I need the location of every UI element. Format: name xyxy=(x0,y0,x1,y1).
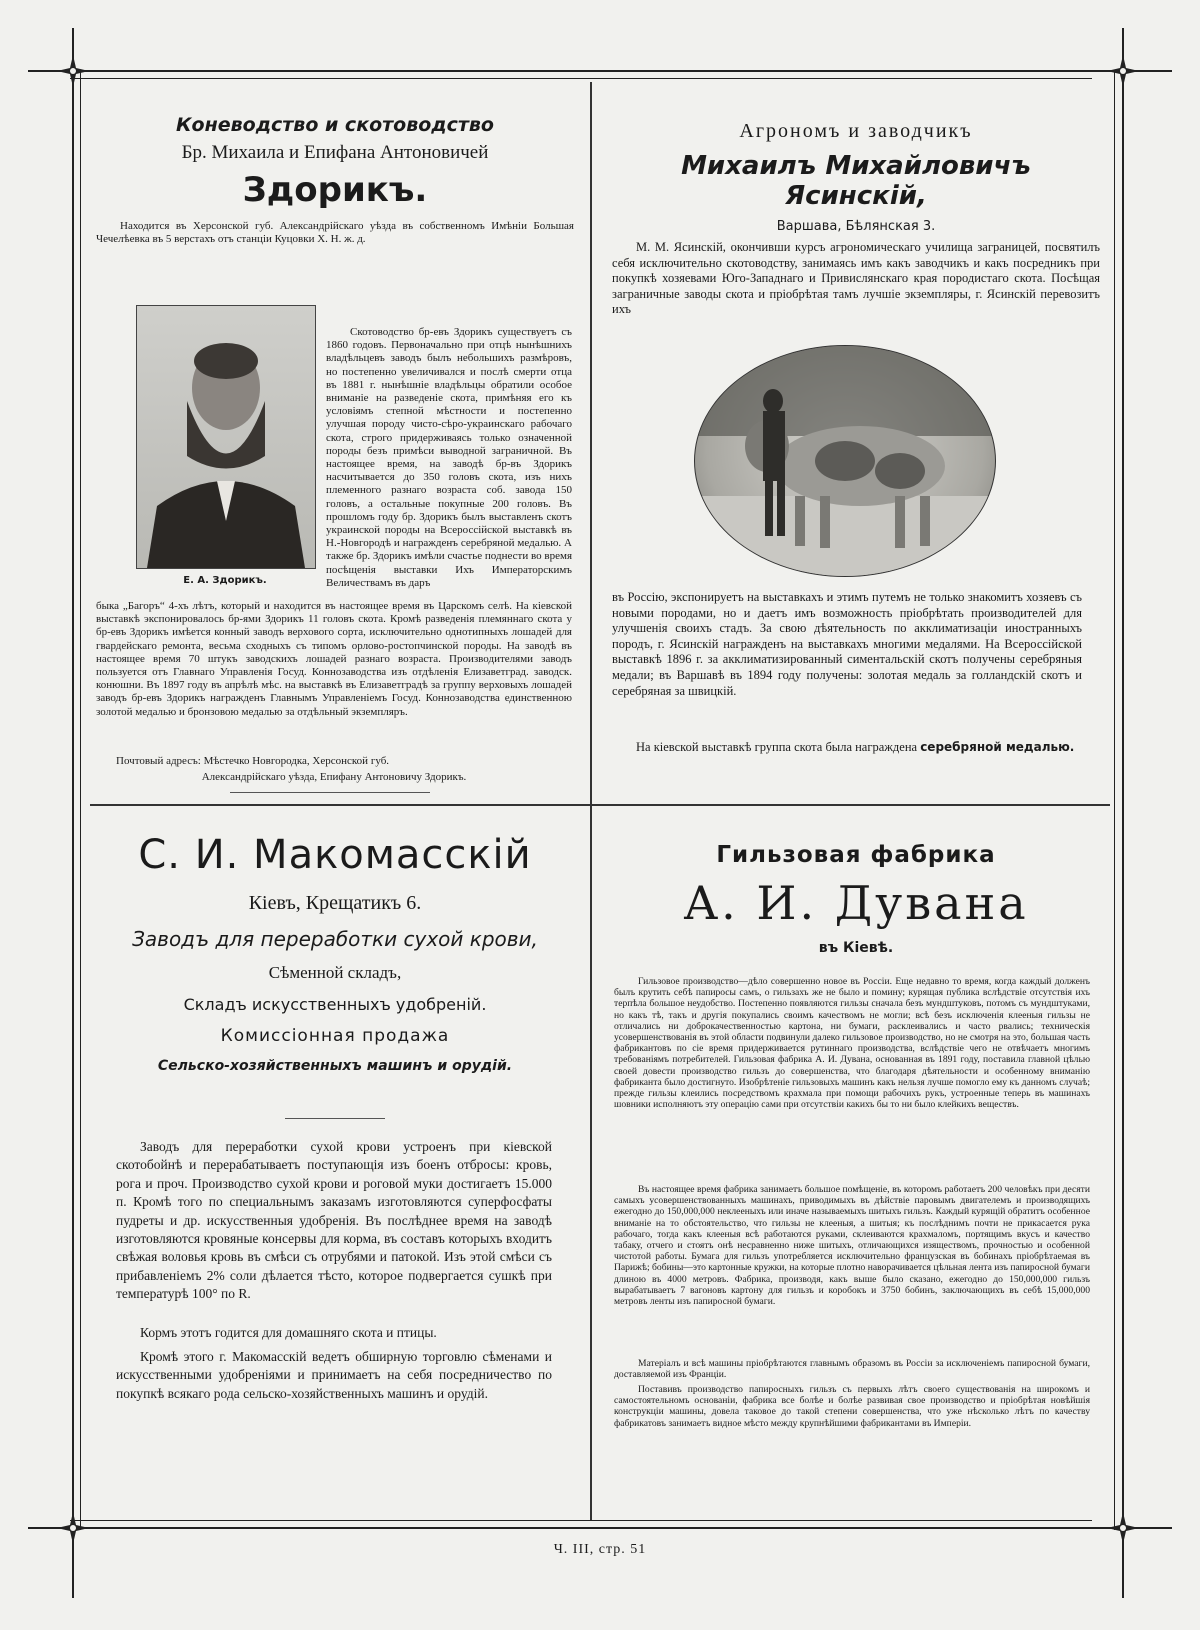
ad-para-2: Кормъ этотъ годится для домашняго скота и птицы. xyxy=(140,1325,437,1340)
column-divider xyxy=(590,82,592,1520)
section-rule xyxy=(230,792,430,793)
ad-title: Коневодство и скотоводство xyxy=(176,114,494,136)
ad-column-text: Скотоводство бр-евъ Здорикъ существуетъ съ 1860 годовъ. Первоначально при отцѣ нынѣшнихъ владѣльцевъ заводъ былъ небольшихъ размѣровъ, но постепенно увеличивался и послѣ смерти отца въ 1881 г. нынѣшніе владѣльцы обратили особое вниманіе на разведеніе скота, примѣняя его къ условіямъ степной мѣстности и постепенно улучшая породу чисто-сѣро-украинскаго рабочаго скота, строго придерживаясь только означенной породы безъ примѣси выводной заграничной. Въ настоящее время, на заводѣ бр-въ Здорикъ насчитывается до 350 головъ скота, изъ нихъ племенного разнаго возраста соб. завода 150 головъ, а остальные покупные 200 головъ. Въ прошломъ году бр. Здорикъ былъ выставленъ скотъ украинской породы на Всероссійской выставкѣ въ Н.-Новгородѣ и награжденъ серебряной медалью. А также бр. Здорикъ имѣли счастье поднести во время посѣщенія выставки Ихъ Императорскимъ Величествамъ въ даръ xyxy=(326,326,572,589)
line-blood-plant: Заводъ для переработки сухой крови, xyxy=(132,927,538,951)
frame-bottom-line xyxy=(28,1527,1172,1529)
ad-address: Варшава, Бѣлянская 3. xyxy=(776,219,936,234)
ad-city: въ Кіевѣ. xyxy=(818,940,894,956)
line-machines: Сельско-хозяйственныхъ машинъ и орудій. xyxy=(157,1058,513,1074)
row-divider xyxy=(90,804,1110,806)
ad-yasinsky xyxy=(606,100,1106,800)
corner-ornament-icon xyxy=(55,1510,91,1546)
bull-icon xyxy=(695,346,995,576)
line-fertilizer: Складъ искусственныхъ удобреній. xyxy=(183,995,487,1014)
ad-zdorik xyxy=(90,100,580,800)
corner-ornament-icon xyxy=(1105,1510,1141,1546)
ad-para-3: Матеріалъ и всѣ машины пріобрѣтаются главнымъ образомъ въ Россіи за исключеніемъ папиросной бумаги, доставляемой изъ Франціи. xyxy=(614,1358,1090,1381)
frame-right-line-inner xyxy=(1114,70,1115,1530)
ad-name-makomassky: С. И. Макомасскій xyxy=(138,832,532,878)
ad-duvan xyxy=(606,820,1106,1520)
ad-name-yasinsky: Михаилъ Михайловичъ Ясинскій, xyxy=(681,151,1031,211)
corner-ornament-icon xyxy=(1105,53,1141,89)
ad-title-agronom: Агрономъ и заводчикъ xyxy=(739,120,973,142)
ad-subtitle: Бр. Михаила и Епифана Антоновичей xyxy=(181,142,489,163)
bull-photo xyxy=(694,345,996,577)
ad-address-kiev: Кіевъ, Крещатикъ 6. xyxy=(248,892,422,914)
ad-address-2: Александрійскаго уѣзда, Епифану Антоновичу Здорикъ. xyxy=(201,771,467,783)
ad-makomassky xyxy=(90,820,580,1520)
ad-title-factory: Гильзовая фабрика xyxy=(716,842,996,868)
portrait-photo xyxy=(136,305,316,569)
medal-text: серебряной медалью. xyxy=(920,740,1075,754)
frame-bottom-line-inner xyxy=(70,1520,1092,1521)
section-rule xyxy=(285,1118,385,1119)
text-3a: На кіевской выставкѣ группа скота была награждена xyxy=(636,740,918,754)
ad-para-1: Заводъ для переработки сухой крови устроенъ при кіевской скотобойнѣ и перерабатываетъ поступающія изъ боенъ отбросы: кровь, рога и проч. Производство сухой крови и роговой муки достигаетъ 15.000 п. Кромѣ того по специальнымъ заказамъ изготовляются суперфосфаты пудреты и др. искусственныя удобренія. Въ послѣднее время на заводѣ изготовляются кровяные консервы для корма, въ составъ которыхъ входитъ свѣжая воловья кровь въ смѣси съ отрубями и патокой. Изъ этой смѣси съ прибавленіемъ 2% соли дѣлается тѣсто, которое подвергается сушкѣ при температурѣ 100° по R. xyxy=(116,1139,552,1302)
ad-para-3: Кромѣ этого г. Макомасскій ведетъ обширную торговлю сѣменами и искусственными удобреніями и принимаетъ на себя посредничество по покупкѣ всякаго рода сельско-хозяйственныхъ машинъ и орудій. xyxy=(116,1349,552,1401)
ad-address-1: Почтовый адресъ: Мѣстечко Новгородка, Херсонской губ. xyxy=(116,755,390,767)
page-number: Ч. III, стр. 51 xyxy=(553,1542,647,1557)
portrait-caption: Е. А. Здорикъ. xyxy=(183,575,267,586)
corner-ornament-icon xyxy=(55,53,91,89)
line-commission: Комиссіонная продажа xyxy=(220,1026,450,1046)
frame-top-line-inner xyxy=(70,78,1092,79)
ad-para-4: Поставивъ производство папиросныхъ гильзъ съ первыхъ лѣтъ своего существованія на широкомъ и самостоятельномъ основаніи, фабрика все болѣе и болѣе развивая свое производство и пріобрѣтая новѣйшія конструкціи машины, довела таковое до такой степени совершенства, что уже нѣсколько лѣтъ по качеству фабрикатовъ занимаетъ видное мѣсто между крупнѣйшими фабрикантами въ Имперіи. xyxy=(614,1384,1090,1429)
ad-name-duvan: А. И. Дувана xyxy=(683,876,1029,930)
man-portrait-icon xyxy=(137,306,315,568)
ad-intro: Находится въ Херсонской губ. Александрійскаго уѣзда въ собственномъ Имѣніи Большая Чечелѣевка въ 5 верстахъ отъ станціи Куцовки Х. Н. ж. д. xyxy=(96,220,574,246)
frame-right-line xyxy=(1122,28,1124,1598)
ad-text-3a xyxy=(612,740,1082,756)
ad-name: Здорикъ. xyxy=(242,170,428,210)
line-seed-store: Сѣменной складъ, xyxy=(268,963,402,982)
ad-full-text: быка „Багоръ“ 4-хъ лѣтъ, который и находится въ настоящее время въ Царскомъ селѣ. На кіевской выставкѣ экспонировалось бр-ями Здорикъ 11 головъ скота. Кромѣ разведенія племяннаго скота у бр-евъ Здорикъ имѣется конный заводъ верхового сорта, исключительно однотипныхъ лошадей для гвардейскаго ремонта, весьма сходныхъ съ типомъ орлово-ростопчинской породы. На заводѣ въ настоящее время 70 штукъ заводскихъ лошадей разнаго возраста. Производителями заводъ пользуется отъ Главнаго Управленія Госуд. Коннозаводства изъ отдѣленія Елизаветград. заводск. конюшни. Въ 1897 году въ апрѣлѣ мѣс. на выставкѣ въ Елизаветградѣ за группу верховыхъ лошадей заводъ бр-евъ Здорикъ награжденъ Главнымъ Управленіемъ Госуд. Коннозаводства единственною золотой медалью и бронзовою медалью за отдѣльный экземпляръ. xyxy=(96,600,572,718)
frame-top-line xyxy=(28,70,1172,72)
frame-left-line xyxy=(72,28,74,1598)
frame-left-line-inner xyxy=(80,70,81,1530)
ad-para-1: Гильзовое производство—дѣло совершенно новое въ Россіи. Еще недавно то время, когда каждый долженъ былъ крутить себѣ папиросы самъ, о гильзахъ же не было и помину; курящая публика вслѣдствіе отсутствія ихъ терпѣла большое неудобство. Постепенно появляются гильзы сначала безъ мундштуковъ, потомъ съ мундштуками, но какъ тѣ, такъ и другія покупались своимъ качествомъ не могли; всѣ безъ исключенія клееныя гильзы не отличались ни доброкачественностью картона, ни бумаги, расклеивались и часто рвались; техническія усовершенствованія въ этой области подвинули далеко гильзовое производство, но не смотря на это, большая часть фабрикантовъ по сіе время придерживается рутиннаго производства, вслѣдствіе чего не отвѣчаетъ многимъ требованіямъ потребителей. Гильзовая фабрика А. И. Дувана, основанная въ 1891 году, поставила главной цѣлью своей довести производство гильзъ до совершенства, что благодаря дѣятельности и особенному вниманію фабриканта было достигнуто. Изобрѣтеніе гильзовыхъ машинъ какъ нельзя лучше помогло ему къ данномъ случаѣ; прежде гильзы клеились посредствомъ крахмала при помощи рабочихъ рукъ, устроенные теперь въ машинахъ шовники исполняютъ эту операцію сами при отсутствіи какихъ бы то ни было клейкихъ веществъ. xyxy=(614,976,1090,1111)
ad-text-1: М. М. Ясинскій, окончивши курсъ агрономическаго училища заграницей, посвятилъ себя исключительно скотоводству, занимаясь имъ какъ заводчикъ и какъ посредникъ при покупкѣ хозяевами Юго-Западнаго и Привислянскаго края породистаго скота. Посѣщая заграничные заводы скота и пріобрѣтая тамъ лучшіе экземпляры, г. Ясинскій перевозитъ ихъ xyxy=(612,240,1100,317)
ad-para-2: Въ настоящее время фабрика занимаетъ большое помѣщеніе, въ которомъ работаетъ 200 человѣкъ при десяти самыхъ усовершенствованныхъ машинахъ, приводимыхъ въ дѣйствіе паровымъ двигателемъ и производящихъ ежегодно до 150,000,000 неклееныхъ или иначе называемыхъ шитыхъ гильзъ. Каждый курящій обратитъ особенное вниманіе на то обстоятельство, что гильзы не клееныя, а шитыя; къ послѣднимъ почти не прикасается рука рабочаго, тогда какъ клееныя всѣ работаются руками, склеиваются крахмаломъ, портящимъ вкусъ и качество табаку, отчего и стоятъ онѣ несравненно ниже шитыхъ, отличающихся изяществомъ, прочностью и особенной чистотой работы. Бумага для гильзъ употребляется исключительно французская въ бобинахъ пріобрѣтаемая въ Парижѣ; бобины—это картонные кружки, на которые плотно наворачивается цѣльная лента изъ папиросной бумаги длиною въ 4000 метровъ. Фабрика, производя, какъ выше было сказано, ежегодно до 150,000,000 гильзъ вырабатываетъ 7 вагоновъ картону для гильзъ и коробокъ и 3750 бобинъ, заключающихъ въ себѣ 15,000,000 метровъ ленты изъ папиросной бумаги. xyxy=(614,1184,1090,1308)
ad-text-2: въ Россію, экспонируетъ на выставкахъ и этимъ путемъ не только знакомитъ хозяевъ съ новыми породами, но и даетъ имъ возможность пріобрѣтать производителей для улучшенія своихъ стадъ. За свою дѣятельность по акклиматизаціи иностранныхъ породъ, г. Ясинскій награжденъ на выставкахъ многими медалями. На Всероссійской выставкѣ 1896 г. за акклиматизированный симентальскій скотъ получены серебряныя медали; въ Варшавѣ въ 1894 году получены: золотая медаль за голландскій скотъ и серебряная за швицкій. xyxy=(612,590,1082,698)
